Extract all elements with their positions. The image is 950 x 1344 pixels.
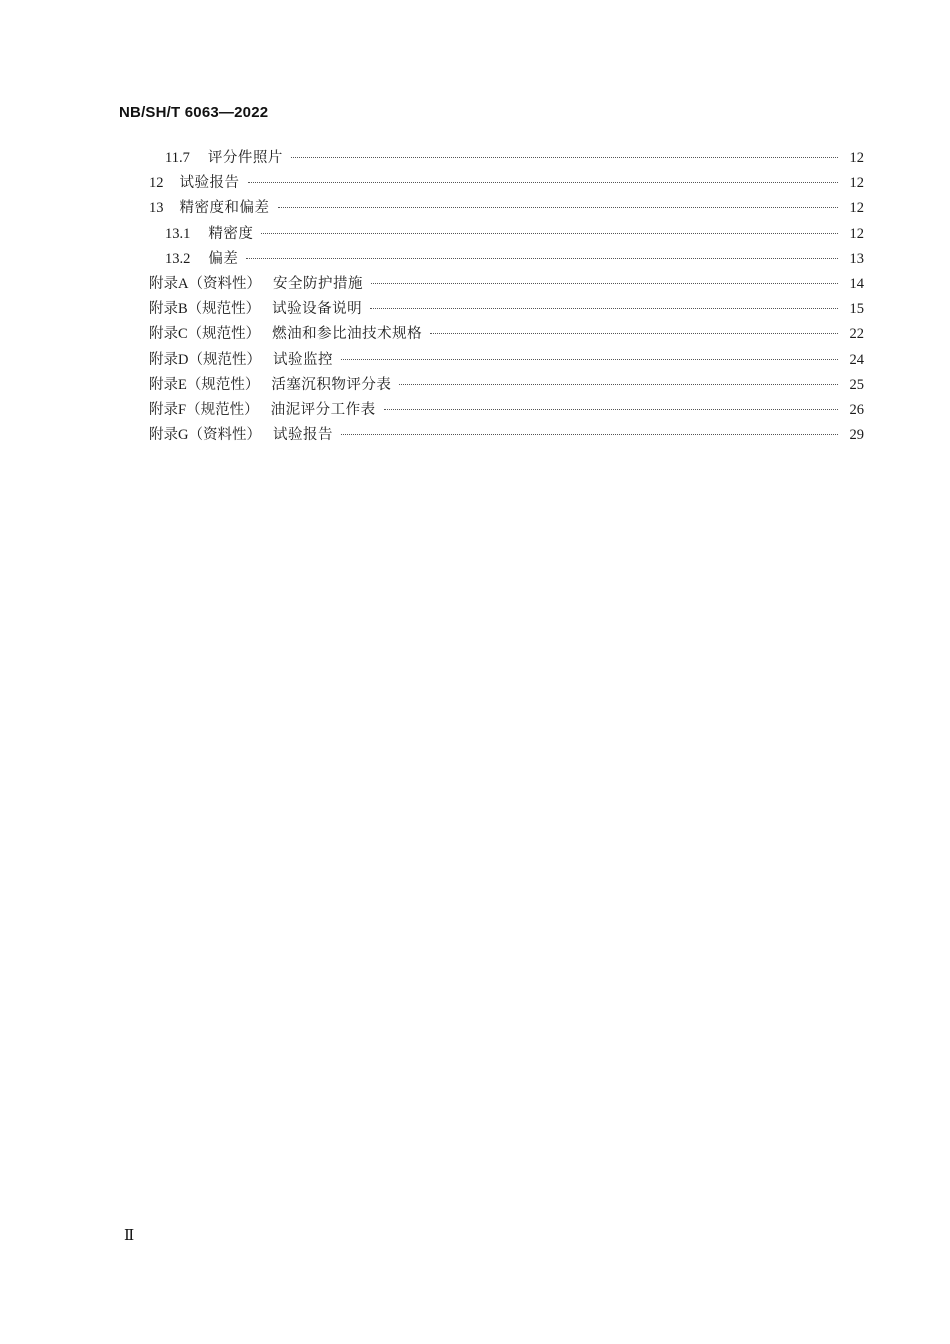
dot-leader [384, 409, 838, 410]
dot-leader [371, 283, 838, 284]
dot-leader [370, 308, 838, 309]
toc-entry-title: 活塞沉积物评分表 [271, 376, 392, 393]
toc-entry[interactable] [149, 196, 864, 221]
toc-entry-number: 11.7 [165, 150, 190, 166]
toc-entry-number: 附录A（资料性） [149, 275, 261, 292]
toc-entry-number: 附录E（规范性） [149, 376, 260, 393]
dot-leader [399, 384, 838, 385]
toc-entry-number: 附录C（规范性） [149, 326, 261, 343]
dot-leader [278, 207, 839, 208]
toc-entry-number: 附录G（资料性） [149, 427, 261, 444]
toc-entry-page: 25 [849, 376, 864, 393]
page-number: Ⅱ [124, 1228, 135, 1244]
toc-entry-title: 试验报告 [272, 427, 333, 444]
toc-entry-page: 14 [849, 275, 864, 292]
toc-entry[interactable] [149, 423, 864, 448]
dot-leader [341, 434, 838, 435]
toc-entry-title: 偏差 [208, 250, 239, 267]
toc-entry[interactable] [149, 171, 864, 196]
dot-leader [261, 233, 838, 234]
toc-entry-page: 12 [849, 200, 864, 217]
toc-entry-page: 22 [849, 326, 864, 343]
toc-entry-page: 13 [849, 250, 864, 267]
toc-entry-page: 12 [849, 175, 864, 192]
toc-entry-title: 精密度 [208, 225, 254, 242]
toc-entry[interactable] [149, 272, 864, 297]
toc-entry-page: 24 [849, 351, 864, 368]
toc-entry-title: 试验报告 [179, 175, 240, 192]
toc-entry[interactable] [149, 348, 864, 373]
toc-entry-title: 油泥评分工作表 [270, 401, 376, 418]
toc-entry-number: 附录F（规范性） [149, 401, 259, 418]
toc-entry-number: 附录B（规范性） [149, 301, 261, 318]
dot-leader [246, 258, 838, 259]
toc-entry-title: 燃油和参比油技术规格 [272, 326, 423, 343]
toc-entry-number: 13.1 [165, 225, 191, 242]
toc-entry-title: 评分件照片 [207, 150, 283, 166]
toc-entry[interactable] [149, 146, 864, 171]
toc-entry-title: 试验设备说明 [272, 301, 363, 318]
standard-code: NB/SH/T 6063—2022 [119, 104, 269, 121]
toc-entry-page: 26 [849, 401, 864, 418]
toc-entry-page: 12 [849, 150, 864, 166]
toc-entry-number: 13.2 [165, 250, 191, 267]
toc-entry-title: 安全防护措施 [272, 275, 363, 292]
toc-entry[interactable] [149, 222, 864, 247]
dot-leader [248, 182, 839, 183]
toc-entry[interactable] [149, 373, 864, 398]
toc-entry[interactable] [149, 247, 864, 272]
toc-entry-number: 13 [149, 200, 164, 217]
toc-entry-number: 附录D（规范性） [149, 351, 261, 368]
toc-entry-page: 15 [849, 301, 864, 318]
toc-entry-page: 12 [849, 225, 864, 242]
table-of-contents [149, 146, 864, 448]
dot-leader [430, 333, 838, 334]
dot-leader [291, 157, 838, 158]
toc-entry-page: 29 [849, 427, 864, 444]
toc-entry[interactable] [149, 322, 864, 347]
toc-entry[interactable] [149, 297, 864, 322]
toc-entry-number: 12 [149, 175, 164, 192]
toc-entry-title: 精密度和偏差 [179, 200, 270, 217]
dot-leader [341, 359, 838, 360]
toc-entry[interactable] [149, 398, 864, 423]
toc-entry-title: 试验监控 [272, 351, 333, 368]
